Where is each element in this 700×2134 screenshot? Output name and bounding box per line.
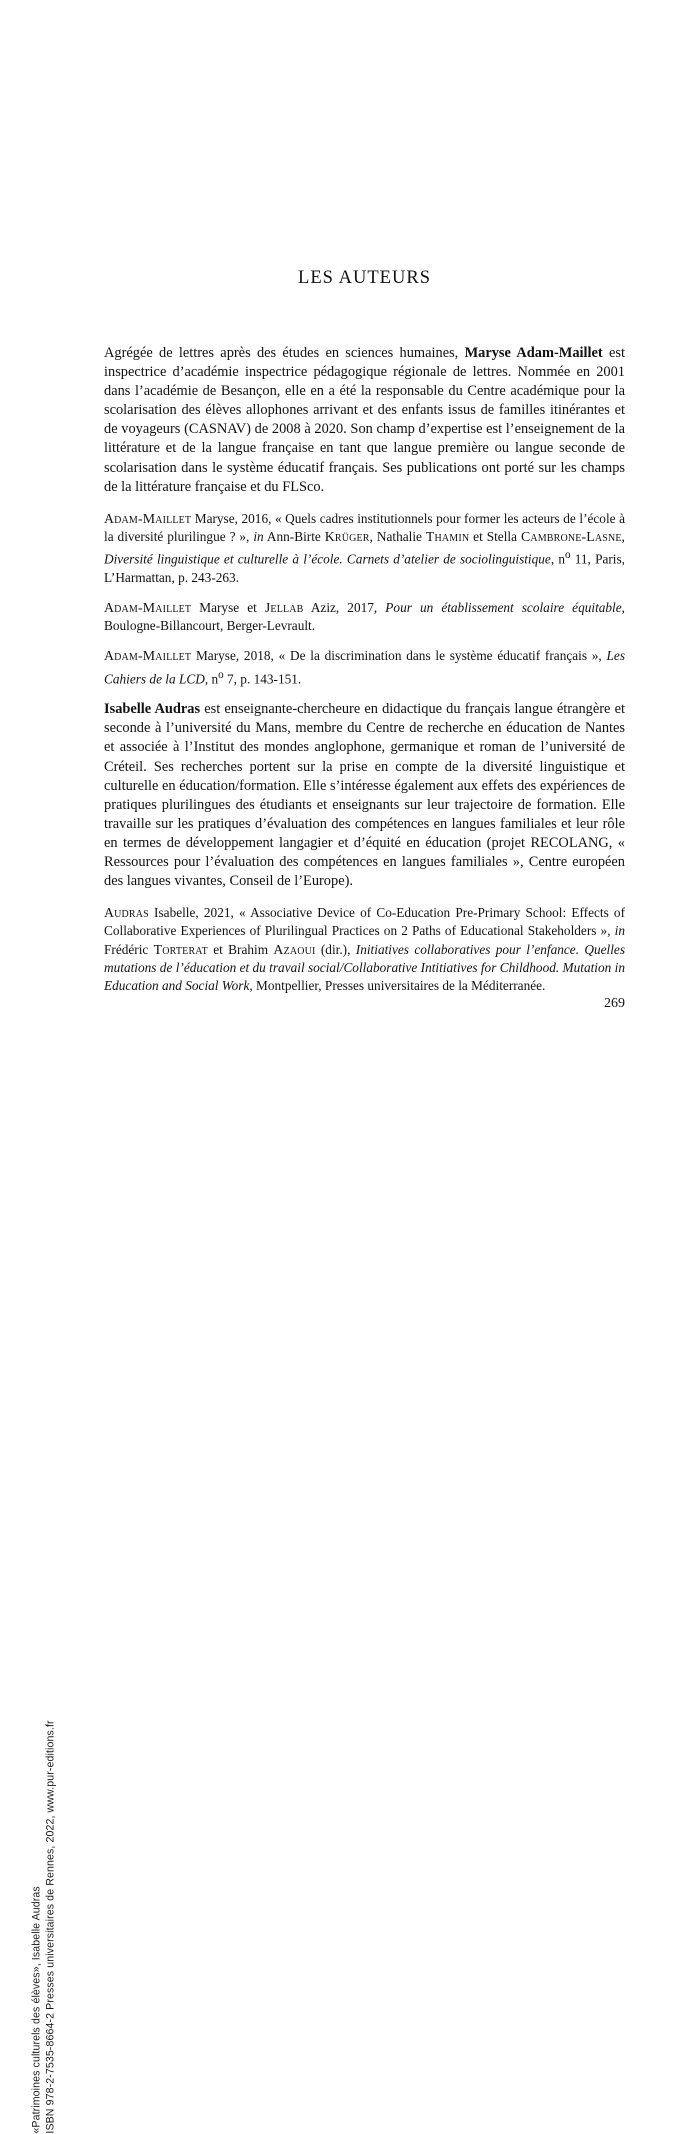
text-run: Frédéric xyxy=(104,941,154,957)
italic-title: Pour un établissement scolaire équitable xyxy=(385,599,622,615)
italic-title: Initiatives collaboratives pour l’enfance. Quelles mutations de l’éducation et du travail social/Collaborative Intitiatives for Childhood. Mutation in Education and Social Work xyxy=(104,941,625,993)
text-run: 11, Paris, L’Harmattan, p. 243-263. xyxy=(104,551,625,585)
italic-title: in xyxy=(614,923,625,939)
author-name: Isabelle Audras xyxy=(104,701,201,718)
bibliography-entry xyxy=(104,599,625,635)
bibliography-entry xyxy=(104,904,625,995)
author-surname: Adam-Maillet xyxy=(104,599,192,615)
text-run: , xyxy=(621,528,625,544)
author-surname: Krüger xyxy=(324,528,370,544)
text-run: Aziz, 2017, xyxy=(303,599,386,615)
spine-copyright-block xyxy=(0,0,64,2134)
author-biography xyxy=(104,700,625,891)
spine-line-book-title: «Patrimoines culturels des élèves», Isabelle Audras xyxy=(30,1886,43,2134)
author-surname: Jellab xyxy=(264,599,304,615)
text-run: (dir.), xyxy=(315,941,356,957)
italic-title: in xyxy=(253,528,264,544)
text-run: et Stella xyxy=(469,528,521,544)
author-surname: Adam-Maillet xyxy=(104,648,192,664)
italic-title: Les Cahiers de la LCD xyxy=(104,648,625,687)
bibliography-entry xyxy=(104,647,625,688)
author-surname: Adam-Maillet xyxy=(104,510,192,526)
bio-text: est enseignante-chercheure en didactique du français langue étrangère et seconde à l’université du Mans, membre du Centre de recherche en éducation de Nantes et associée à l’Institut des mondes anglophone, germanique et roman de l’université de Créteil. Ses recherches portent sur la prise en compte de la diversité linguistique et culturelle en éducation/formation. Elle s’intéresse également aux effets des expériences de pratiques plurilingues des étudiants et enseignants sur leur trajectoire de formation. Elle travaille sur les pratiques d’évaluation des compétences en langues familiales et leur rôle en termes de développement langagier et d’équité en éducation (projet RECOLANG, « Ressources pour l’évaluation des compétences en langues familiales », Centre européen des langues vivantes, Conseil de l’Europe). xyxy=(104,701,625,890)
page-title: LES AUTEURS xyxy=(298,268,431,288)
text-run: Maryse et xyxy=(191,599,265,615)
author-surname: Azaoui xyxy=(273,941,316,957)
spine-line-isbn-publisher: ISBN 978-2-7535-8664-2 Presses universitaires de Rennes, 2022, www.pur-editions.fr xyxy=(44,1720,57,2134)
author-surname: Torterat xyxy=(153,941,208,957)
bio-text: est inspectrice d’académie inspectrice pédagogique régionale de lettres. Nommée en 2001 dans l’académie de Besançon, elle en a été la responsable du Centre académique pour la scolarisation des élèves allophones arrivant et des enfants issus de familles itinérantes et de voyageurs (CASNAV) de 2008 à 2020. Son champ d’expertise est l’enseignement de la littérature et de la langue française en tant que langue première ou langue seconde de scolarisation dans le système éducatif français. Ses publications ont porté sur les champs de la littérature française et du FLSco. xyxy=(104,345,625,495)
text-run: , n xyxy=(550,551,565,567)
italic-title: Diversité linguistique et culturelle à l’école. Carnets d’atelier de sociolinguistique xyxy=(104,551,551,567)
text-run: 7, p. 143-151. xyxy=(223,671,302,687)
text-run: et Brahim xyxy=(207,941,274,957)
author-surname: Cambrone-Lasne xyxy=(520,528,622,544)
text-run: Maryse, 2016, « Quels cadres institutionnels pour former les acteurs de l’école à la diversité plurilingue ? », xyxy=(104,510,625,544)
author-name: Maryse Adam-Maillet xyxy=(464,345,603,361)
text-run: , Boulogne-Billancourt, Berger-Levrault. xyxy=(104,599,625,634)
author-surname: Thamin xyxy=(425,528,470,544)
page-number: 269 xyxy=(604,996,625,1011)
bibliography-entry xyxy=(104,510,625,587)
ordinal-superscript: o xyxy=(565,549,571,562)
text-run: , Montpellier, Presses universitaires de la Méditerranée. xyxy=(249,977,546,993)
ordinal-superscript: o xyxy=(218,668,224,681)
bio-lead-in: Agrégée de lettres après des études en sciences humaines, xyxy=(104,345,465,361)
text-run: , n xyxy=(204,671,219,687)
authors-body xyxy=(104,344,625,995)
author-surname: Audras xyxy=(104,905,149,921)
text-run: Maryse, 2018, « De la discrimination dans le système éducatif français », xyxy=(191,648,607,664)
author-biography xyxy=(104,344,625,497)
text-run: Isabelle, 2021, « Associative Device of Co-Education Pre-Primary School: Effects of Collaborative Experiences of Plurilingual Practices on 2 Paths of Educational Stakeholders », xyxy=(104,905,625,939)
text-run: Ann-Birte xyxy=(263,528,325,544)
text-run: , Nathalie xyxy=(369,528,426,544)
